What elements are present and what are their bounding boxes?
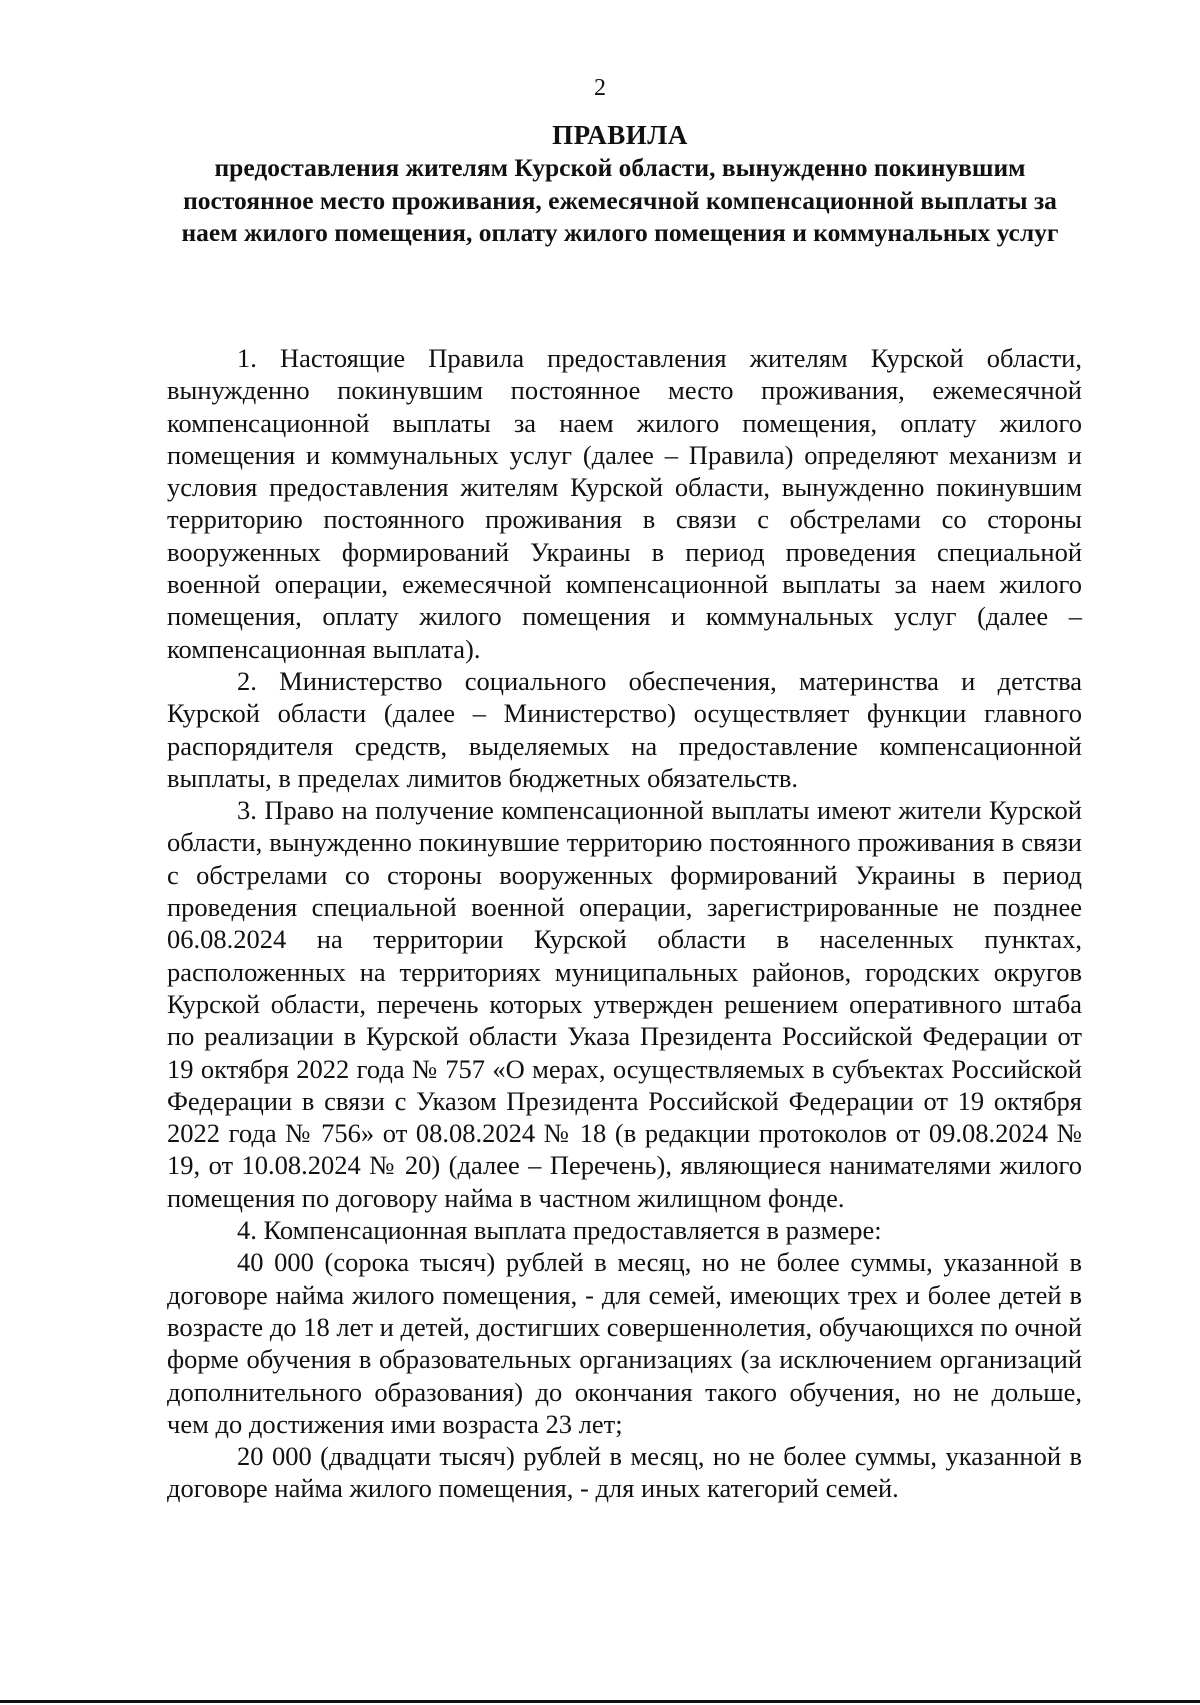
page-bottom-edge — [0, 1700, 1200, 1703]
page-number: 2 — [594, 75, 606, 101]
document-title: ПРАВИЛА — [552, 120, 688, 150]
paragraph-1: 1. Настоящие Правила предоставления жителям Курской области, вынужденно покинувшим постоянное место проживания, ежемесячной компенсационной выплаты за наем жилого помещения, оплату жилого помещения и коммунальных услуг (далее – Правила) определяют механизм и условия предоставления жителям Курской области, вынужденно покинувшим территорию постоянного проживания в связи с обстрелами со стороны вооруженных формирований Украины в период проведения специальной военной операции, ежемесячной компенсационной выплаты за наем жилого помещения, оплату жилого помещения и коммунальных услуг (далее – компенсационная выплата). — [167, 343, 1082, 664]
paragraph-4: 4. Компенсационная выплата предоставляется в размере: — [237, 1215, 882, 1246]
paragraph-4-item-2: 20 000 (двадцати тысяч) рублей в месяц, но не более суммы, указанной в договоре найма жилого помещения, - для иных категорий семей. — [167, 1441, 1082, 1504]
paragraph-4-item-1: 40 000 (сорока тысяч) рублей в месяц, но не более суммы, указанной в договоре найма жилого помещения, - для семей, имеющих трех и более детей в возрасте до 18 лет и детей, достигших совершеннолетия, обучающихся по очной форме обучения в образовательных организациях (за исключением организаций дополнительного образования) до окончания такого обучения, но не дольше, чем до достижения ими возраста 23 лет; — [167, 1247, 1082, 1439]
document-subtitle: предоставления жителям Курской области, вынужденно покинувшим постоянное место проживания, ежемесячной компенсационной выплаты за наем жилого помещения, оплату жилого помещения и коммунальных услуг — [181, 153, 1059, 247]
document-body — [167, 342, 1082, 1505]
paragraph-2: 2. Министерство социального обеспечения, материнства и детства Курской области (далее – Министерство) осуществляет функции главного распорядителя средств, выделяемых на предоставление компенсационной выплаты, в пределах лимитов бюджетных обязательств. — [167, 665, 1082, 793]
paragraph-3: 3. Право на получение компенсационной выплаты имеют жители Курской области, вынужденно покинувшие территорию постоянного проживания в связи с обстрелами со стороны вооруженных формирований Украины в период проведения специальной военной операции, зарегистрированные не позднее 06.08.2024 на территории Курской области в населенных пунктах, расположенных на территориях муниципальных районов, городских округов Курской области, перечень которых утвержден решением оперативного штаба по реализации в Курской области Указа Президента Российской Федерации от 19 октября 2022 года № 757 «О мерах, осуществляемых в субъектах Российской Федерации в связи с Указом Президента Российской Федерации от 19 октября 2022 года № 756» от 08.08.2024 № 18 (в редакции протоколов от 09.08.2024 № 19, от 10.08.2024 № 20) (далее – Перечень), являющиеся нанимателями жилого помещения по договору найма в частном жилищном фонде. — [167, 795, 1082, 1213]
